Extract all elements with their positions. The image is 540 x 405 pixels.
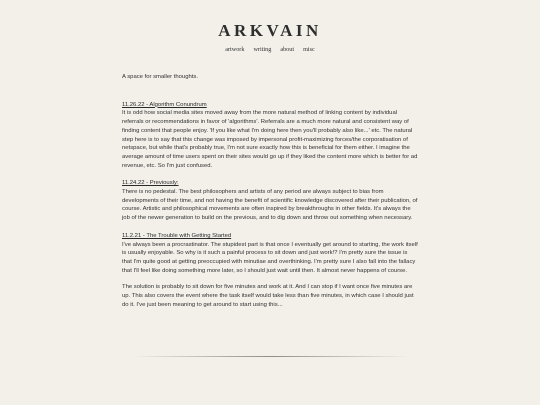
post-title-link[interactable]: 11.24.22 - Previously: bbox=[122, 180, 179, 187]
site-header bbox=[0, 0, 540, 53]
nav-link-misc[interactable]: misc bbox=[303, 46, 315, 53]
nav-link-about[interactable]: about bbox=[280, 46, 295, 53]
post-body: There is no pedestal. The best philosophers and artists of any period are always subject to bias from developments of their time, and not having the benefit of scientific knowledge discovered after their publication, of course. Artistic and philosophical movements are often inspired by breakthroughs in other fields. It's always the job of the newer generation to build on the previous, and to dig down and throw out something when necessary. bbox=[122, 189, 418, 222]
footer-divider bbox=[130, 356, 410, 357]
nav-link-writing[interactable]: writing bbox=[253, 46, 272, 53]
site-logo[interactable]: ARKVAIN bbox=[218, 21, 322, 40]
post-title-link[interactable]: 11.2.21 - The Trouble with Getting Started bbox=[122, 232, 232, 239]
post-body: I've always been a procrastinator. The stupidest part is that once I eventually get around to starting, the work itself is usually enjoyable. So why is it such a painful process to sit down and just work!? I'm pretty sure the issue is that I'm quite good at getting preoccupied with minutiae and overthinking. I'm pretty sure I also fall into the fallacy that I'll feel like doing something more later, so I should just wait until then. It almost never happens of course. bbox=[122, 241, 418, 274]
post-algorithm-conundrum bbox=[122, 101, 418, 171]
post-previously bbox=[122, 179, 418, 223]
post-body: The solution is probably to sit down for five minutes and work at it. And I can stop if I want once five minutes are up. This also covers the event where the task itself would take less than five minutes, in which case I should just do it. I've just been meaning to get around to start using this... bbox=[122, 284, 414, 308]
nav-link-artwork[interactable]: artwork bbox=[225, 46, 245, 53]
intro-text: A space for smaller thoughts. bbox=[122, 74, 198, 80]
post-title-link[interactable]: 11.26.22 - Algorithm Conundrum bbox=[122, 101, 207, 108]
post-trouble-getting-started bbox=[122, 232, 418, 310]
main-nav bbox=[0, 46, 540, 53]
main-content bbox=[122, 73, 418, 318]
post-body: It is odd how social media sites moved away from the more natural method of linking content by individual referrals or recommendations in favor of 'algorithms'. Referrals are a much more natural and consistent way of finding content that people enjoy. 'If you like what I'm doing here then you'll probably also like...' etc. The natural step here is to say that this change was imposed by impersonal profit-maximizing forces/the corporatisation of netspace, but while that's probably true, I'm not sure exactly how this is beneficial for them either. I imagine the average amount of time users spent on their sites would go up if they liked the content more which is better for ad revenue, etc. So I'm just confused. bbox=[122, 110, 418, 169]
